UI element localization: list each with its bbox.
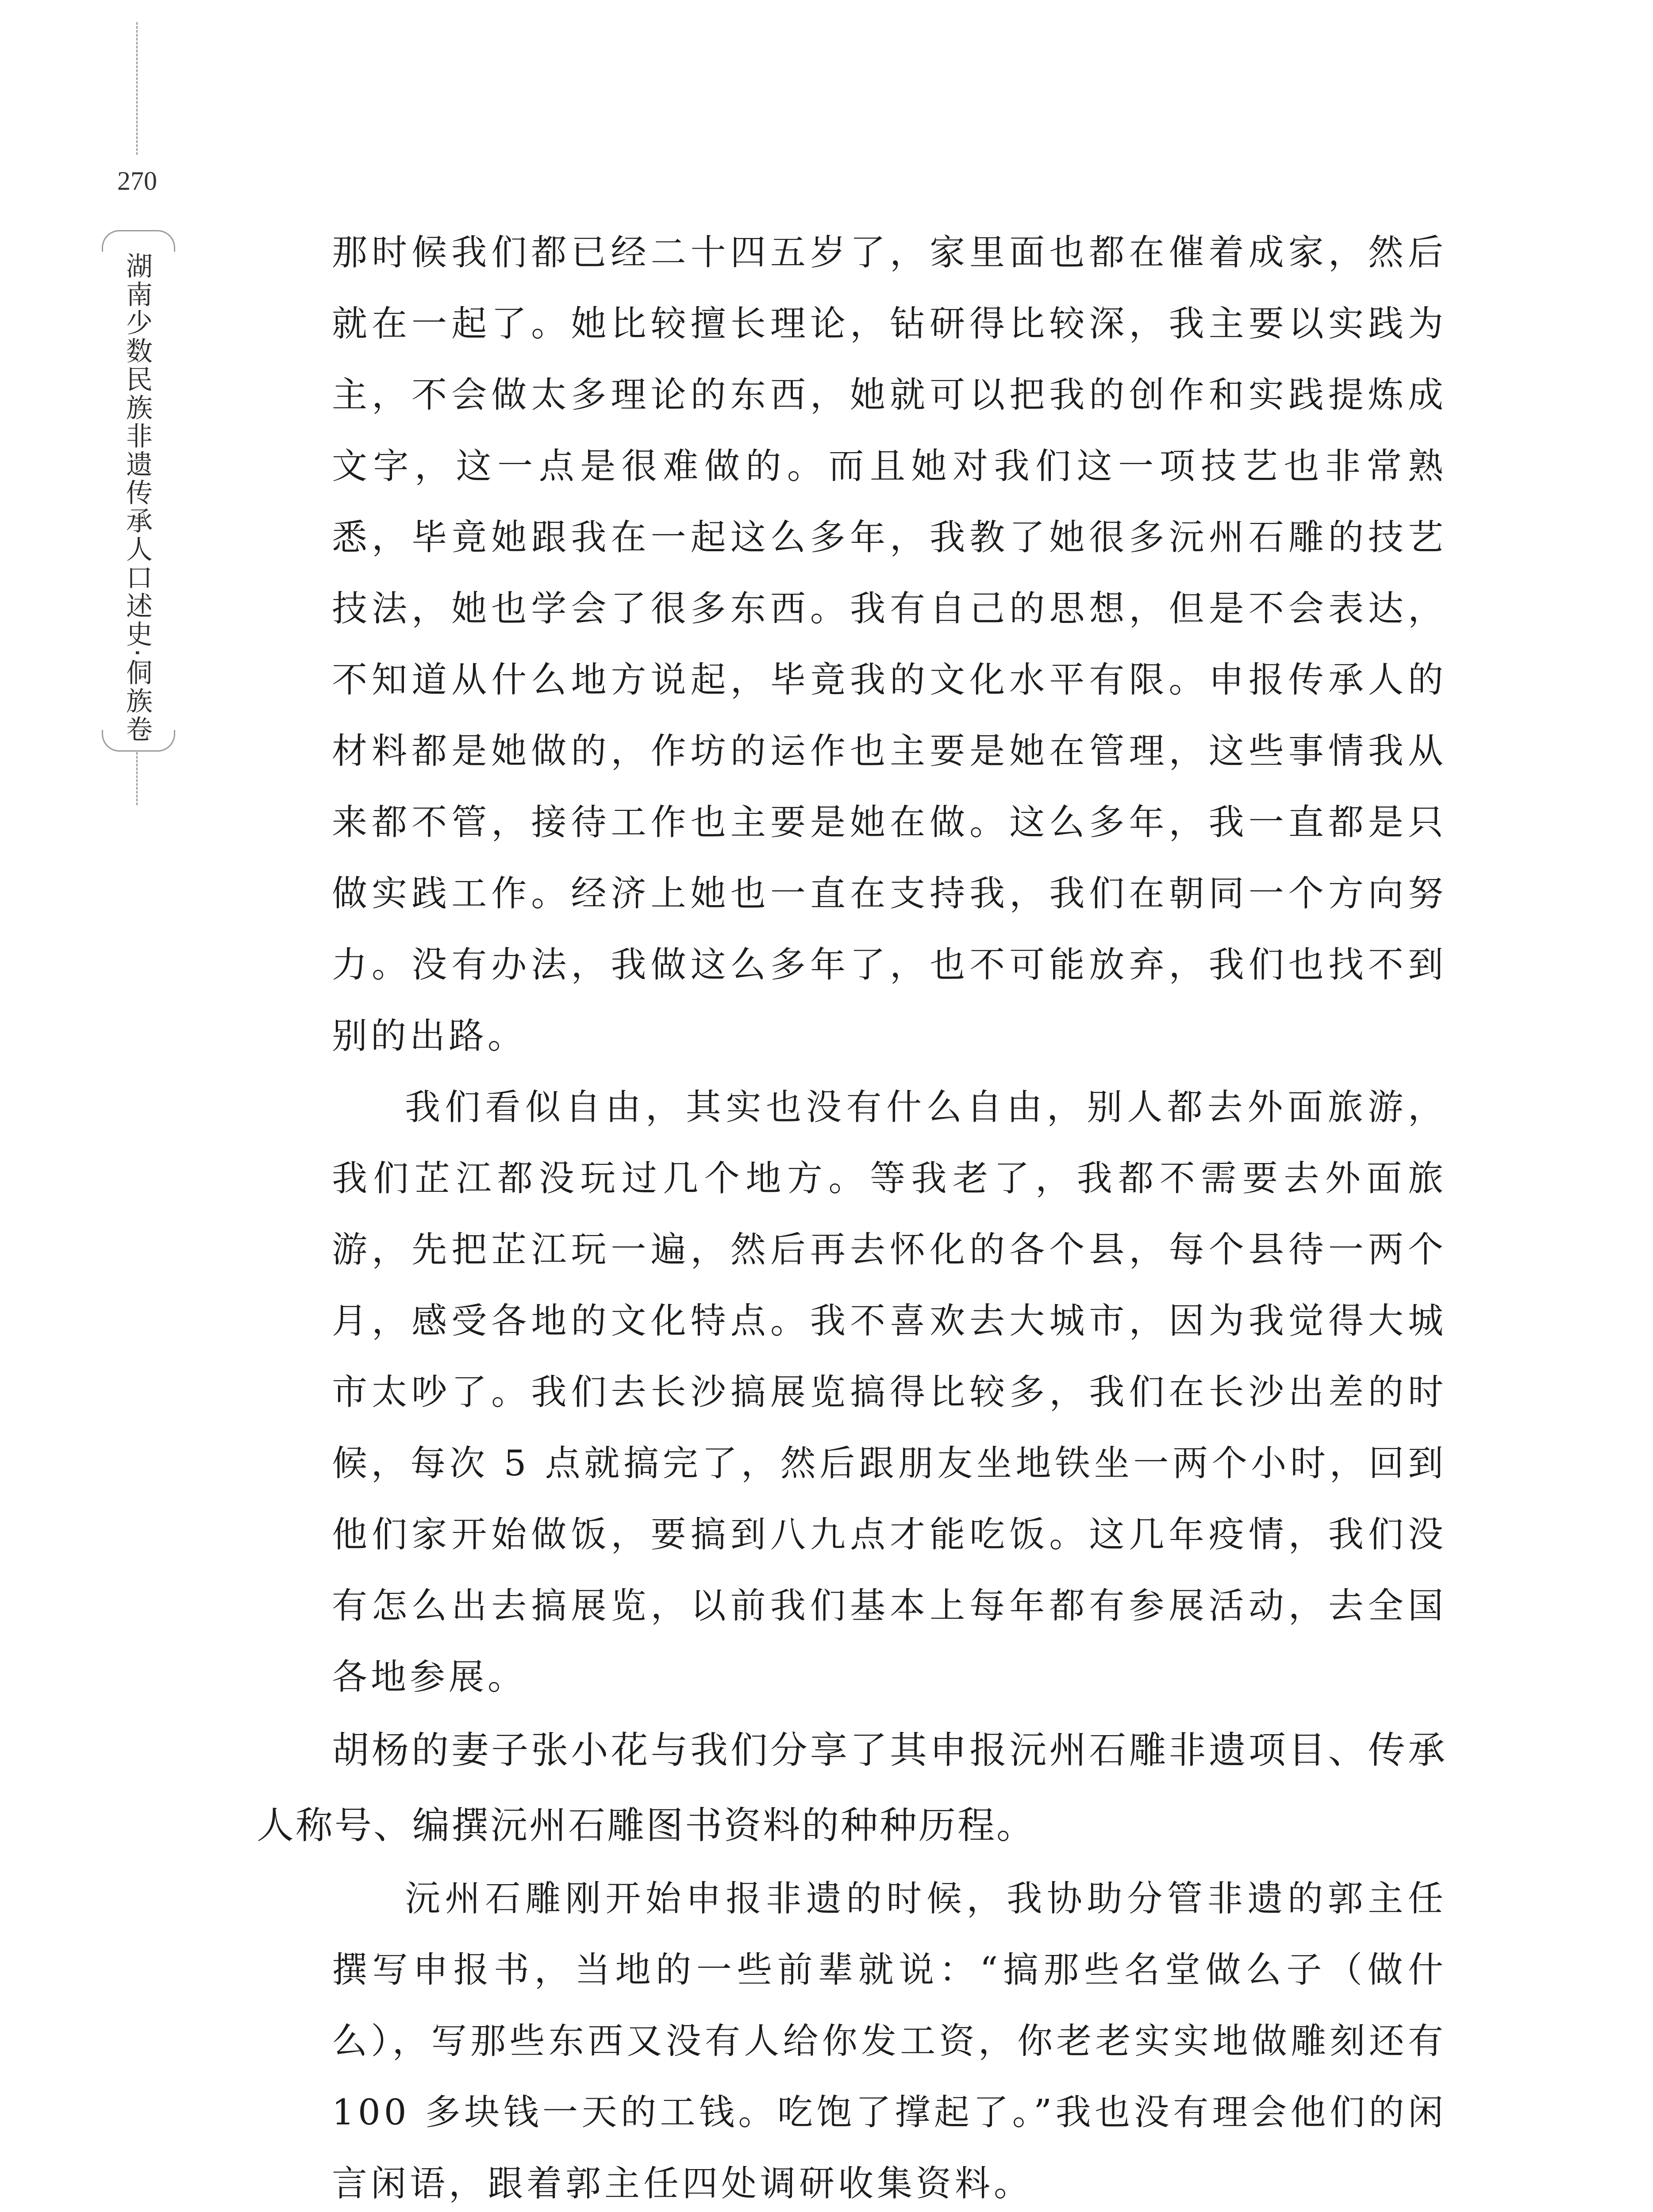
quote-paragraph-2: 我们看似自由，其实也没有什么自由，别人都去外面旅游，我们芷江都没玩过几个地方。等我老了，我都不需要去外面旅游，先把芷江玩一遍，然后再去怀化的各个县，每个县待一两个月，感受各地的文化特点。我不喜欢去大城市，因为我觉得大城市太吵了。我们去长沙搞展览搞得比较多，我们在长沙出差的时候，每次 5 点就搞完了，然后跟朋友坐地铁坐一两个小时，回到他们家开始做饭，要搞到八九点才能吃饭。这几年疫情，我们没有怎么出去搞展览，以前我们基本上每年都有参展活动，去全国各地参展。 xyxy=(332,1087,1447,1697)
margin-rule-top xyxy=(136,22,138,155)
margin-rule-bottom xyxy=(136,752,138,805)
running-series-title: 湖南少数民族非遗传承人口述史·侗族卷 xyxy=(122,252,153,744)
page-number: 270 xyxy=(117,166,157,196)
quote-paragraph-1: 那时候我们都已经二十四五岁了，家里面也都在催着成家，然后就在一起了。她比较擅长理论，钻研得比较深，我主要以实践为主，不会做太多理论的东西，她就可以把我的创作和实践提炼成文字，这一点是很难做的。而且她对我们这一项技艺也非常熟悉，毕竟她跟我在一起这么多年，我教了她很多沅州石雕的技艺技法，她也学会了很多东西。我有自己的思想，但是不会表达，不知道从什么地方说起，毕竟我的文化水平有限。申报传承人的材料都是她做的，作坊的运作也主要是她在管理，这些事情我从来都不管，接待工作也主要是她在做。这么多年，我一直都是只做实践工作。经济上她也一直在支持我，我们在朝同一个方向努力。没有办法，我做这么多年了，也不可能放弃，我们也找不到别的出路。 xyxy=(332,232,1447,1056)
page-body xyxy=(257,217,1447,2212)
running-title-bracket-top xyxy=(102,230,175,252)
running-title-bracket-bottom xyxy=(102,730,175,752)
narration-paragraph: 胡杨的妻子张小花与我们分享了其申报沅州石雕非遗项目、传承人称号、编撰沅州石雕图书资料的种种历程。 xyxy=(257,1728,1447,1847)
quote-paragraph-3: 沅州石雕刚开始申报非遗的时候，我协助分管非遗的郭主任撰写申报书，当地的一些前辈就说：“搞那些名堂做么子（做什么），写那些东西又没有人给你发工资，你老老实实地做雕刻还有100 多块钱一天的工钱。吃饱了撑起了。”我也没有理会他们的闲言闲语，跟着郭主任四处调研收集资料。 xyxy=(332,1878,1447,2204)
